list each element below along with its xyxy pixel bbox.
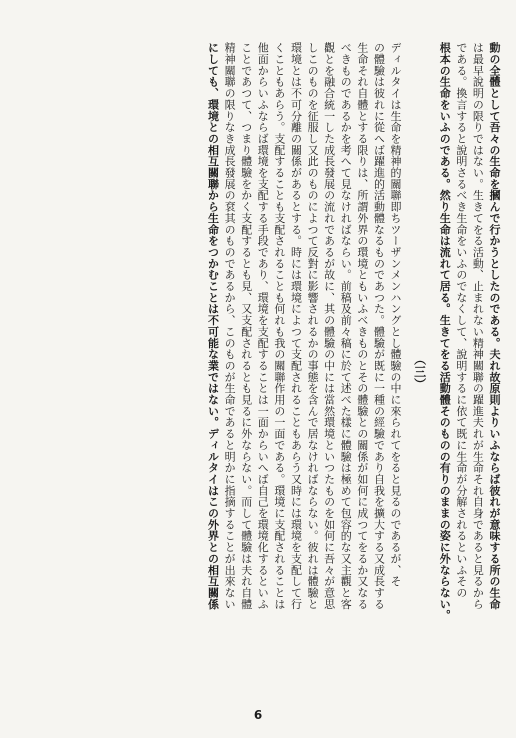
text-column: 他面からいふならば環境を支配する手段であり、環境を支配することは一面からいへば自己を環境化するといふ [256, 42, 270, 610]
text-column: の體驗は彼れに從へば躍進的活動體なるものであつた。體驗が既に一種の經驗であり自我を擴大する又成長する [372, 42, 386, 610]
text-column: は最早說明の限りではない。生きてをる活動、止まれない精神關聯の躍進夫れが生命それ自身であると見るから [471, 42, 485, 610]
text-column: にしても、環境との相互關聯から生命をつかむことは不可能な業ではない。ディルタイはこの外界との相互關係 [206, 42, 220, 610]
text-column: くこともあらう。支配することも支配されることも何れも我の關聯作用の一面である。環境に支配されることは [272, 42, 286, 610]
text-column: 精神關聯の限りなき成長發展の袞其のものであるから、このものが生命であると明かに指摘することが出來ない [223, 42, 237, 610]
text-column: 生命それ自體とする限りは、所謂外界の環境ともいふべきものとその體驗との關係が如何に成つてをるか又なる [355, 42, 369, 610]
text-column: しこのものを征服し又此のものによつて反對に影響されるかの事態を含んで居なければならない。彼れは體驗と [306, 42, 320, 610]
text-column: べきものであるかを考へて見なければならい。前稿及前々稿に於て述べた樣に體驗は極めて包容的な又主觀と客 [339, 42, 353, 610]
text-column: である。換言すると說明さるべき生命をいふのでなくして、說明するに依て既に生命が分解されるといふその [454, 42, 468, 599]
text-column: 觀とを融合統一した成長發展の流れであるが故に、其の體驗の中には當然環境といつたものを如何に吾々が意思 [322, 42, 336, 610]
page-number: 6 [253, 708, 263, 722]
text-column: ディルタイは生命を精神的關聯即ちツーザンメンハングとし體驗の中に來られてをると見るのであるが、そ [389, 42, 403, 587]
text-column: ことであつて、つまり體驗をかく支配するとも見、又支配されるとも見るに外ならない。而して體驗は夫れ自體 [239, 42, 253, 610]
section-heading: （三） [412, 353, 427, 391]
text-column: 動の全體として吾々の生命を摑んで行かうとしたのである。夫れ故原則よりいふならば彼れが意味する所の生命 [488, 42, 501, 610]
text-column: 根本の生命をいふのである。然り生命は流れて居る。生きてをる活動體そのものの有りのままの姿に外ならない。 [438, 42, 452, 621]
vertical-text-block [50, 42, 502, 702]
text-column: 環境とは不可分離の關係があるとする。時には環境によつて支配されることもあらう又時には環境を支配して行 [289, 42, 303, 610]
